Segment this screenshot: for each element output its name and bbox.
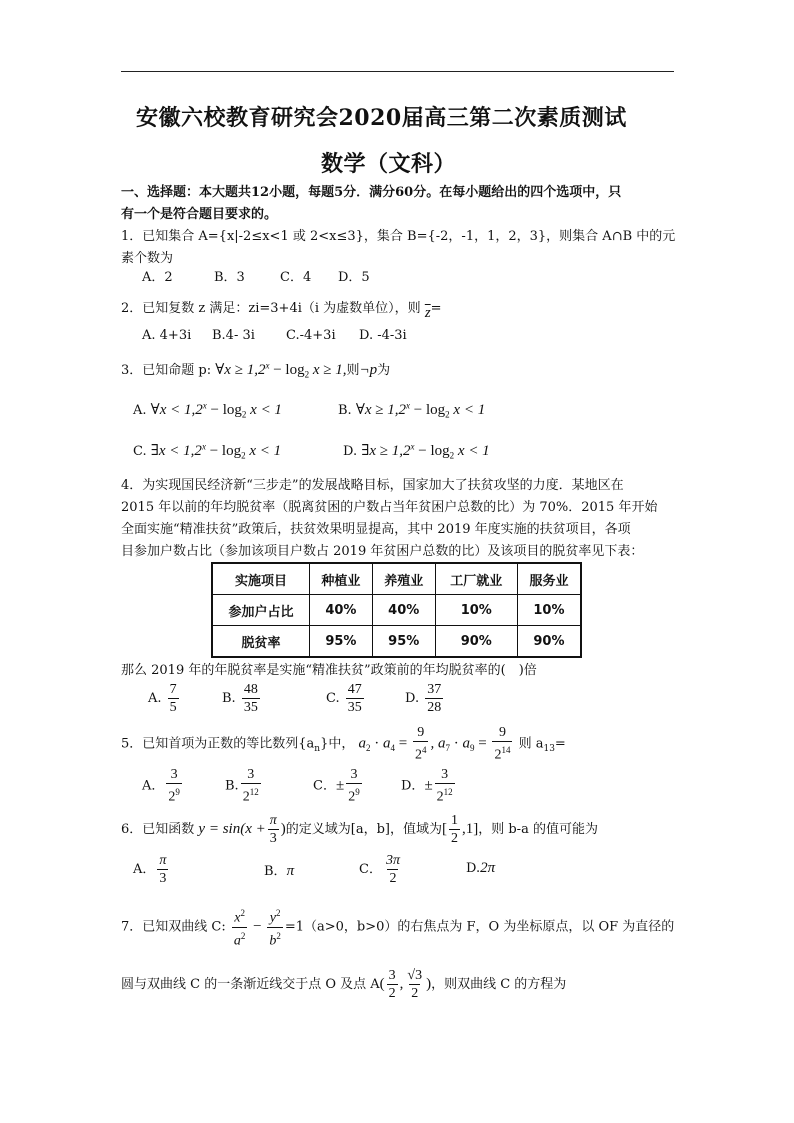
- q5-option-c: [313, 766, 364, 806]
- fraction-denominator: [166, 783, 182, 806]
- q3-stem-sup: x: [265, 360, 270, 371]
- q5-sub-13: 13: [543, 743, 555, 754]
- fraction-denominator: 28: [427, 700, 442, 715]
- table-row-label: 参加户占比: [212, 595, 310, 626]
- q3-option-b-tail: x < 1: [449, 402, 486, 418]
- q7-point-open: (: [379, 976, 385, 992]
- q5-stem-c: 则 a: [514, 736, 544, 752]
- q7-x-fraction: [232, 905, 248, 949]
- q3-option-a-sup: x: [202, 400, 207, 411]
- b-symbol: b: [269, 933, 277, 949]
- q3-option-a-log: − log: [206, 402, 242, 418]
- fraction-exponent: 12: [443, 787, 453, 797]
- q3-option-d: [343, 441, 490, 461]
- q5-option-b-label: B.: [225, 778, 239, 794]
- fraction-denominator: [435, 783, 455, 806]
- q6-option-d: [466, 860, 495, 877]
- fraction-denominator: 2: [411, 986, 419, 1001]
- q4-option-a: [148, 681, 181, 716]
- fraction-numerator: 48: [243, 682, 258, 697]
- q3-option-d-sub: 2: [449, 450, 455, 461]
- q6-pi-fraction: [268, 812, 279, 847]
- exponent: 2: [276, 930, 281, 941]
- q3-option-c-sub: 2: [241, 450, 246, 461]
- fraction-exponent: 9: [355, 787, 360, 797]
- table-row: [212, 595, 581, 626]
- fraction-numerator: π: [159, 853, 167, 868]
- table-cell: 40%: [310, 595, 373, 626]
- q6-option-a-label: A．: [133, 862, 156, 877]
- q7-point-comma: ,: [399, 976, 404, 992]
- q5-stem-b: }中，: [320, 736, 355, 752]
- q5-dot: ·: [449, 735, 463, 752]
- q4-option-d-fraction: [425, 681, 443, 716]
- fraction-numerator: 9: [417, 725, 425, 740]
- q3-option-c-quant: ∃x < 1,2: [150, 443, 202, 459]
- q5-option-b: [225, 766, 263, 806]
- q4-option-a-fraction: [168, 681, 179, 716]
- q5-sub-7: 7: [445, 742, 450, 753]
- q3-stem-log: − log: [269, 362, 305, 378]
- table-header-cell: 服务业: [517, 563, 581, 595]
- exam-subtitle: 数学（文科）: [321, 151, 457, 177]
- q3-stem-ineq: x ≥ 1,: [309, 362, 347, 378]
- q3-option-b-sup: x: [406, 400, 411, 411]
- fraction-denominator: [346, 783, 362, 806]
- fraction-numerator: π: [269, 813, 277, 828]
- table-cell: 10%: [435, 595, 517, 626]
- exponent: 2: [240, 908, 245, 918]
- fraction-base: 2: [436, 789, 444, 805]
- q5-option-a-label: A．: [142, 778, 165, 794]
- q3-option-c-label: C.: [133, 444, 147, 459]
- q1-stem-line1: 1．已知集合 A={x|-2≤x<1 或 2<x≤3}，集合 B={-2，-1，1，2，3}，则集合 A∩B 中的元: [121, 229, 676, 244]
- fraction-numerator: 37: [427, 682, 442, 697]
- q2-option-b: B.4- 3i: [212, 328, 255, 343]
- q6-option-a: [133, 852, 170, 887]
- table-header-cell: 工厂就业: [435, 563, 517, 595]
- table-row-label: 脱贫率: [212, 626, 310, 658]
- top-rule: [121, 71, 674, 72]
- q6-option-c: [359, 852, 404, 887]
- fraction-numerator: 47: [347, 682, 362, 697]
- q3-stem-prefix: 3．已知命题 p:: [121, 363, 212, 378]
- fraction-denominator: 35: [347, 700, 362, 715]
- fraction-base: 2: [414, 747, 422, 763]
- table-cell: 95%: [310, 626, 373, 658]
- q5-option-c-label: C．: [313, 778, 336, 794]
- q7-point-close: ): [426, 976, 432, 992]
- q5-option-a: [142, 766, 184, 806]
- q3-option-a-sub: 2: [241, 409, 247, 420]
- q5-sub-2: 2: [366, 742, 371, 753]
- q1-stem-line2: 素个数为: [121, 251, 174, 266]
- q4-data-table: [211, 562, 582, 658]
- q7-stem-line1: [121, 905, 674, 949]
- q5-sub-9: 9: [469, 742, 475, 753]
- x-symbol: x: [234, 910, 241, 926]
- q3-option-c-log: − log: [205, 443, 242, 459]
- fraction-numerator: 9: [498, 725, 506, 740]
- q7-line2-b: ，则双曲线 C 的方程为: [431, 977, 567, 992]
- a-symbol: a: [233, 933, 241, 949]
- q2-option-d: D. -4-3i: [359, 328, 407, 343]
- q5-fraction-1: [413, 724, 429, 764]
- table-header-cell: 实施项目: [212, 563, 310, 595]
- table-header-cell: 养殖业: [372, 563, 435, 595]
- q3-option-b-quant: ∀x ≥ 1,2: [355, 402, 407, 418]
- q3-negation: ¬p: [359, 362, 378, 378]
- q6-function-close: ): [280, 821, 286, 837]
- fraction-numerator: [232, 905, 247, 927]
- q1-option-b: B．3: [214, 270, 245, 285]
- q5-option-c-fraction: [346, 766, 362, 806]
- fraction-numerator: 3: [441, 767, 449, 782]
- q3-stem-wei: 为: [377, 363, 391, 378]
- fraction-exponent: 14: [501, 745, 511, 755]
- q3-stem: [121, 359, 390, 380]
- fraction-denominator: 3: [159, 871, 167, 886]
- q5-stem-n: n: [314, 743, 321, 754]
- q4-option-c: [326, 681, 366, 716]
- q7-minus: −: [249, 918, 266, 935]
- q4-stem-line1: 4．为实现国民经济新“三步走”的发展战略目标，国家加大了扶贫攻坚的力度．某地区在: [121, 478, 624, 493]
- q5-a-symbol: , a: [430, 735, 446, 752]
- q5-eq: =: [474, 735, 491, 752]
- fraction-base: 2: [348, 789, 356, 805]
- q3-option-a-quant: ∀x < 1,2: [150, 402, 203, 418]
- q2-stem: [121, 297, 442, 321]
- table-header-row: [212, 563, 581, 595]
- table-cell: 10%: [517, 595, 581, 626]
- table-cell: 90%: [517, 626, 581, 658]
- q3-option-c-tail: x < 1: [245, 443, 282, 459]
- q5-dot: ·: [370, 735, 384, 752]
- y-symbol: y: [269, 910, 276, 926]
- q4-option-d: [405, 681, 445, 716]
- q4-stem-line2: 2015 年以前的年均脱贫率（脱离贫困的户数占当年贫困户总数的比）为 70%．2015 年开始: [121, 500, 658, 515]
- q5-a-symbol: a: [358, 735, 367, 752]
- fraction-exponent: 12: [249, 787, 259, 797]
- q6-option-c-fraction: [384, 852, 402, 887]
- fraction-numerator: 3π: [385, 853, 400, 868]
- fraction-numerator: 1: [450, 813, 458, 828]
- fraction-denominator: [267, 927, 283, 950]
- q6-range-fraction: [449, 812, 460, 847]
- q7-point-y: [405, 967, 424, 1002]
- q4-option-c-fraction: [346, 681, 364, 716]
- q4-option-d-label: D.: [405, 691, 420, 706]
- q3-option-b: [338, 400, 485, 420]
- q6-option-b-value: π: [286, 863, 295, 879]
- q1-option-c: C．4: [280, 270, 312, 285]
- q7-stem-line2: [121, 967, 566, 1002]
- fraction-denominator: 2: [388, 986, 396, 1001]
- fraction-numerator: 7: [169, 682, 177, 697]
- fraction-denominator: [232, 927, 248, 950]
- fraction-denominator: [241, 783, 261, 806]
- section-instructions-line1: 一、选择题：本大题共12小题，每题5分．满分60分。在每小题给出的四个选项中，只: [121, 185, 622, 200]
- fraction-base: 2: [242, 789, 250, 805]
- q5-option-d-label: D．: [401, 778, 425, 794]
- q4-option-a-label: A.: [148, 691, 162, 706]
- q4-option-b-label: B.: [222, 691, 236, 706]
- q5-option-c-pm: ±: [335, 777, 345, 794]
- fraction-exponent: 9: [175, 787, 180, 797]
- exponent: 2: [240, 930, 246, 941]
- q4-option-c-label: C.: [326, 691, 340, 706]
- q4-option-b: [222, 681, 262, 716]
- q3-option-d-tail: x < 1: [454, 443, 490, 459]
- fraction-denominator: [492, 741, 512, 764]
- q1-option-a: A．2: [142, 270, 173, 285]
- q5-stem-d: =: [554, 736, 566, 752]
- q6-stem: [121, 812, 598, 847]
- q6-function: y = sin(x +: [198, 821, 266, 837]
- q7-stem-a: 7．已知双曲线 C:: [121, 919, 226, 935]
- q6-stem-c: ，则 b-a 的值可能为: [478, 822, 598, 837]
- q2-option-a: A. 4+3i: [142, 328, 192, 343]
- q5-stem: [121, 724, 566, 764]
- q5-stem-a: 5．已知首项为正数的等比数列{a: [121, 736, 315, 752]
- q4-question: 那么 2019 年的年脱贫率是实施“精准扶贫”政策前的年均脱贫率的( )倍: [121, 663, 537, 678]
- q3-option-c: [133, 441, 281, 461]
- q3-stem-sub: 2: [304, 369, 310, 380]
- q7-point-x: [387, 967, 398, 1002]
- fraction-exponent: 4: [421, 745, 427, 755]
- fraction-denominator: 2: [450, 831, 458, 846]
- exponent: 2: [275, 908, 281, 918]
- fraction-base: 2: [494, 747, 502, 763]
- q5-sub-4: 4: [390, 742, 396, 753]
- fraction-denominator: 2: [389, 871, 397, 886]
- q5-option-a-fraction: [166, 766, 182, 806]
- fraction-numerator: 3: [247, 767, 255, 782]
- q5-a-symbol: a: [383, 735, 391, 752]
- q4-stem-line3: 全面实施“精准扶贫”政策后，扶贫效果明显提高，其中 2019 年度实施的扶贫项目，各项: [121, 522, 631, 537]
- table-row: [212, 626, 581, 658]
- fraction-numerator: [268, 905, 283, 927]
- exam-title: 安徽六校教育研究会2020届高三第二次素质测试: [136, 105, 627, 131]
- q7-line2-a: 圆与双曲线 C 的一条渐近线交于点 O 及点 A: [121, 977, 380, 992]
- q1-option-d: D．5: [338, 270, 370, 285]
- q2-stem-text: 2．已知复数 z 满足：zi=3+4i（i 为虚数单位），则: [121, 301, 421, 316]
- q6-range-tail: ,1]: [461, 821, 479, 837]
- table-cell: 40%: [372, 595, 435, 626]
- q4-option-b-fraction: [242, 681, 260, 716]
- q6-option-d-label: D.: [466, 861, 481, 876]
- q6-option-d-value: 2π: [480, 860, 496, 876]
- q7-y-fraction: [267, 905, 283, 949]
- table-cell: 95%: [372, 626, 435, 658]
- q6-option-a-fraction: [157, 852, 168, 887]
- fraction-denominator: 5: [169, 700, 177, 715]
- q5-option-d: [401, 766, 457, 806]
- q3-option-a: [133, 400, 282, 420]
- fraction-base: 2: [168, 789, 176, 805]
- q6-stem-b: 的定义域为[a，b]，值域为: [285, 822, 442, 837]
- q3-stem-then: 则: [346, 363, 360, 378]
- q3-option-c-sup: x: [201, 441, 206, 452]
- q5-option-b-fraction: [241, 766, 261, 806]
- table-header-cell: 种植业: [310, 563, 373, 595]
- fraction-denominator: [413, 741, 429, 764]
- q5-option-d-pm: ±: [424, 777, 433, 794]
- q3-option-a-tail: x < 1: [246, 402, 282, 418]
- q2-eq: =: [430, 301, 442, 316]
- fraction-numerator: 3: [388, 968, 396, 983]
- q5-a-symbol: a: [462, 735, 470, 752]
- q5-option-d-fraction: [435, 766, 455, 806]
- fraction-numerator: √3: [407, 968, 423, 983]
- fraction-numerator: 3: [350, 767, 358, 782]
- q3-option-b-log: − log: [410, 402, 446, 418]
- q6-range-open: [: [441, 821, 447, 837]
- q3-option-b-sub: 2: [445, 409, 450, 420]
- q3-stem-math: ∀x ≥ 1,2: [215, 362, 266, 378]
- q3-option-d-label: D.: [343, 444, 358, 459]
- q7-stem-b: =1（a>0，b>0）的右焦点为 F，O 为坐标原点，以 OF 为直径的: [284, 919, 675, 935]
- q3-option-d-sup: x: [410, 441, 415, 452]
- fraction-numerator: 3: [170, 767, 178, 782]
- fraction-denominator: 3: [269, 831, 277, 846]
- q6-option-b: [264, 860, 294, 880]
- table-cell: 90%: [435, 626, 517, 658]
- q3-option-b-label: B.: [338, 403, 352, 418]
- q6-option-c-label: C．: [359, 862, 382, 877]
- q6-stem-a: 6．已知函数: [121, 822, 195, 837]
- q2-option-c: C.-4+3i: [286, 328, 336, 343]
- q3-option-d-log: − log: [414, 443, 450, 459]
- q5-fraction-2: [492, 724, 512, 764]
- section-instructions-line2: 有一个是符合题目要求的。: [121, 207, 278, 222]
- q3-option-d-quant: ∃x ≥ 1,2: [361, 443, 411, 459]
- fraction-denominator: 35: [243, 700, 258, 715]
- q6-option-b-label: B．: [264, 864, 287, 879]
- q5-eq: =: [395, 735, 411, 752]
- q4-stem-line4: 目参加户数占比（参加该项目户数占 2019 年贫困户总数的比）及该项目的脱贫率见下表：: [121, 544, 644, 559]
- q3-option-a-label: A.: [133, 403, 147, 418]
- q2-zbar: $\overline{z}$: [424, 305, 431, 321]
